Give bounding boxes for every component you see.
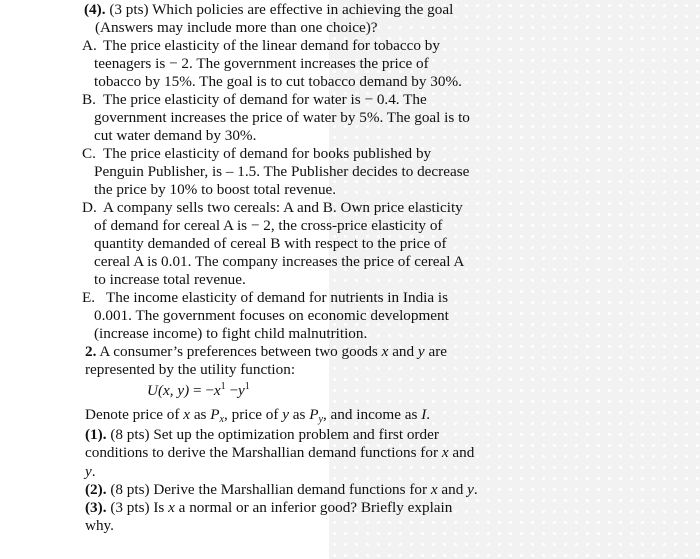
part-2-x: x bbox=[430, 481, 438, 498]
part-1-number: (1). bbox=[85, 426, 107, 443]
denote-y: y bbox=[282, 406, 289, 423]
q2-intro-text-b: are bbox=[424, 343, 448, 360]
denote-py: P bbox=[309, 406, 319, 423]
part-1-y: y bbox=[85, 463, 92, 480]
option-c-letter: C. bbox=[82, 145, 96, 162]
part-2-line-1 bbox=[85, 481, 478, 499]
denote-income: I bbox=[421, 406, 427, 423]
part-1-line-3 bbox=[85, 463, 96, 481]
denote-px-sub: x bbox=[219, 414, 224, 425]
q2-number: 2. bbox=[85, 343, 97, 360]
part-3-line-2: why. bbox=[85, 517, 114, 534]
denote-t1: Denote price of bbox=[85, 406, 184, 423]
part-3-number: (3). bbox=[85, 499, 107, 516]
utility-function bbox=[147, 382, 250, 400]
denote-py-sub: y bbox=[318, 414, 323, 425]
utility-eq: = − bbox=[189, 382, 214, 399]
part-1-line-1 bbox=[85, 426, 439, 444]
part-1-x: x bbox=[441, 444, 449, 461]
denote-px: P bbox=[210, 406, 220, 423]
q4-prompt-line-2: (Answers may include more than one choice)? bbox=[95, 19, 378, 36]
part-2-text: (8 pts) Derive the Marshallian demand functions for bbox=[106, 481, 431, 498]
option-d-line-1: A company sells two cereals: A and B. Own price elasticity bbox=[103, 199, 463, 216]
utility-exp-2: 1 bbox=[244, 381, 250, 392]
option-d-letter: D. bbox=[82, 199, 97, 216]
part-2-number: (2). bbox=[85, 481, 107, 498]
option-a-line-2: teenagers is − 2. The government increases the price of bbox=[94, 55, 429, 72]
option-b-line-1: The price elasticity of demand for water is − 0.4. The bbox=[103, 91, 427, 108]
part-2-and: and bbox=[437, 481, 468, 498]
part-1-text: (8 pts) Set up the optimization problem and first order bbox=[106, 426, 439, 443]
denote-t5: , and income as bbox=[322, 406, 422, 423]
part-3-line-1 bbox=[85, 499, 452, 517]
option-d-line-5: to increase total revenue. bbox=[94, 271, 246, 288]
part-1-line2-text: conditions to derive the Marshallian demand functions for bbox=[85, 444, 442, 461]
option-d-line-4: cereal A is 0.01. The company increases the price of cereal A bbox=[94, 253, 465, 270]
part-3-text-b: a normal or an inferior good? Briefly explain bbox=[174, 499, 453, 516]
utility-x: x bbox=[213, 382, 221, 399]
option-a-line-3: tobacco by 15%. The goal is to cut tobacco demand by 30%. bbox=[94, 73, 462, 90]
part-3-x: x bbox=[168, 499, 175, 516]
q2-intro-and: and bbox=[388, 343, 418, 360]
q4-number: (4). bbox=[84, 1, 106, 18]
part-2-y: y bbox=[467, 481, 474, 498]
option-a-letter: A. bbox=[82, 37, 97, 54]
option-d-line-2: of demand for cereal A is − 2, the cross-price elasticity of bbox=[94, 217, 443, 234]
var-y: y bbox=[417, 343, 425, 360]
utility-lhs: U(x, y) bbox=[147, 382, 190, 399]
denote-t2: as bbox=[190, 406, 211, 423]
option-e-letter: E. bbox=[82, 289, 96, 306]
denote-t3: , price of bbox=[224, 406, 283, 423]
denote-t4: as bbox=[288, 406, 310, 423]
var-x: x bbox=[381, 343, 389, 360]
option-e-line-3: (increase income) to fight child malnutrition. bbox=[94, 325, 368, 342]
q4-prompt-line-1 bbox=[84, 1, 453, 19]
option-b-line-3: cut water demand by 30%. bbox=[94, 127, 257, 144]
q4-prompt-text: (3 pts) Which policies are effective in achieving the goal bbox=[105, 1, 454, 18]
q2-intro-text-a: A consumer’s preferences between two goods bbox=[96, 343, 382, 360]
denote-x: x bbox=[183, 406, 191, 423]
part-1-and: and bbox=[448, 444, 475, 461]
part-1-period: . bbox=[91, 463, 96, 480]
part-1-line-2 bbox=[85, 444, 474, 462]
option-e-line-1: The income elasticity of demand for nutrients in India is bbox=[106, 289, 449, 306]
option-b-letter: B. bbox=[82, 91, 96, 108]
denote-line bbox=[85, 406, 430, 424]
q2-intro-line-1 bbox=[85, 343, 447, 361]
part-2-period: . bbox=[473, 481, 478, 498]
denote-t6: . bbox=[426, 406, 431, 423]
utility-minus: − bbox=[225, 382, 239, 399]
option-d-line-3: quantity demanded of cereal B with respect to the price of bbox=[94, 235, 447, 252]
q2-intro-line-2: represented by the utility function: bbox=[85, 361, 296, 378]
option-c-line-3: the price by 10% to boost total revenue. bbox=[94, 181, 337, 198]
option-a-line-1: The price elasticity of the linear demand for tobacco by bbox=[103, 37, 440, 54]
part-3-text-a: (3 pts) Is bbox=[106, 499, 169, 516]
question-sheet bbox=[74, 0, 494, 559]
option-b-line-2: government increases the price of water by 5%. The goal is to bbox=[94, 109, 470, 126]
utility-exp-1: 1 bbox=[220, 381, 226, 392]
option-c-line-2: Penguin Publisher, is – 1.5. The Publisher decides to decrease bbox=[94, 163, 470, 180]
utility-y: y bbox=[238, 382, 245, 399]
option-e-line-2: 0.001. The government focuses on economic development bbox=[94, 307, 449, 324]
option-c-line-1: The price elasticity of demand for books published by bbox=[103, 145, 432, 162]
